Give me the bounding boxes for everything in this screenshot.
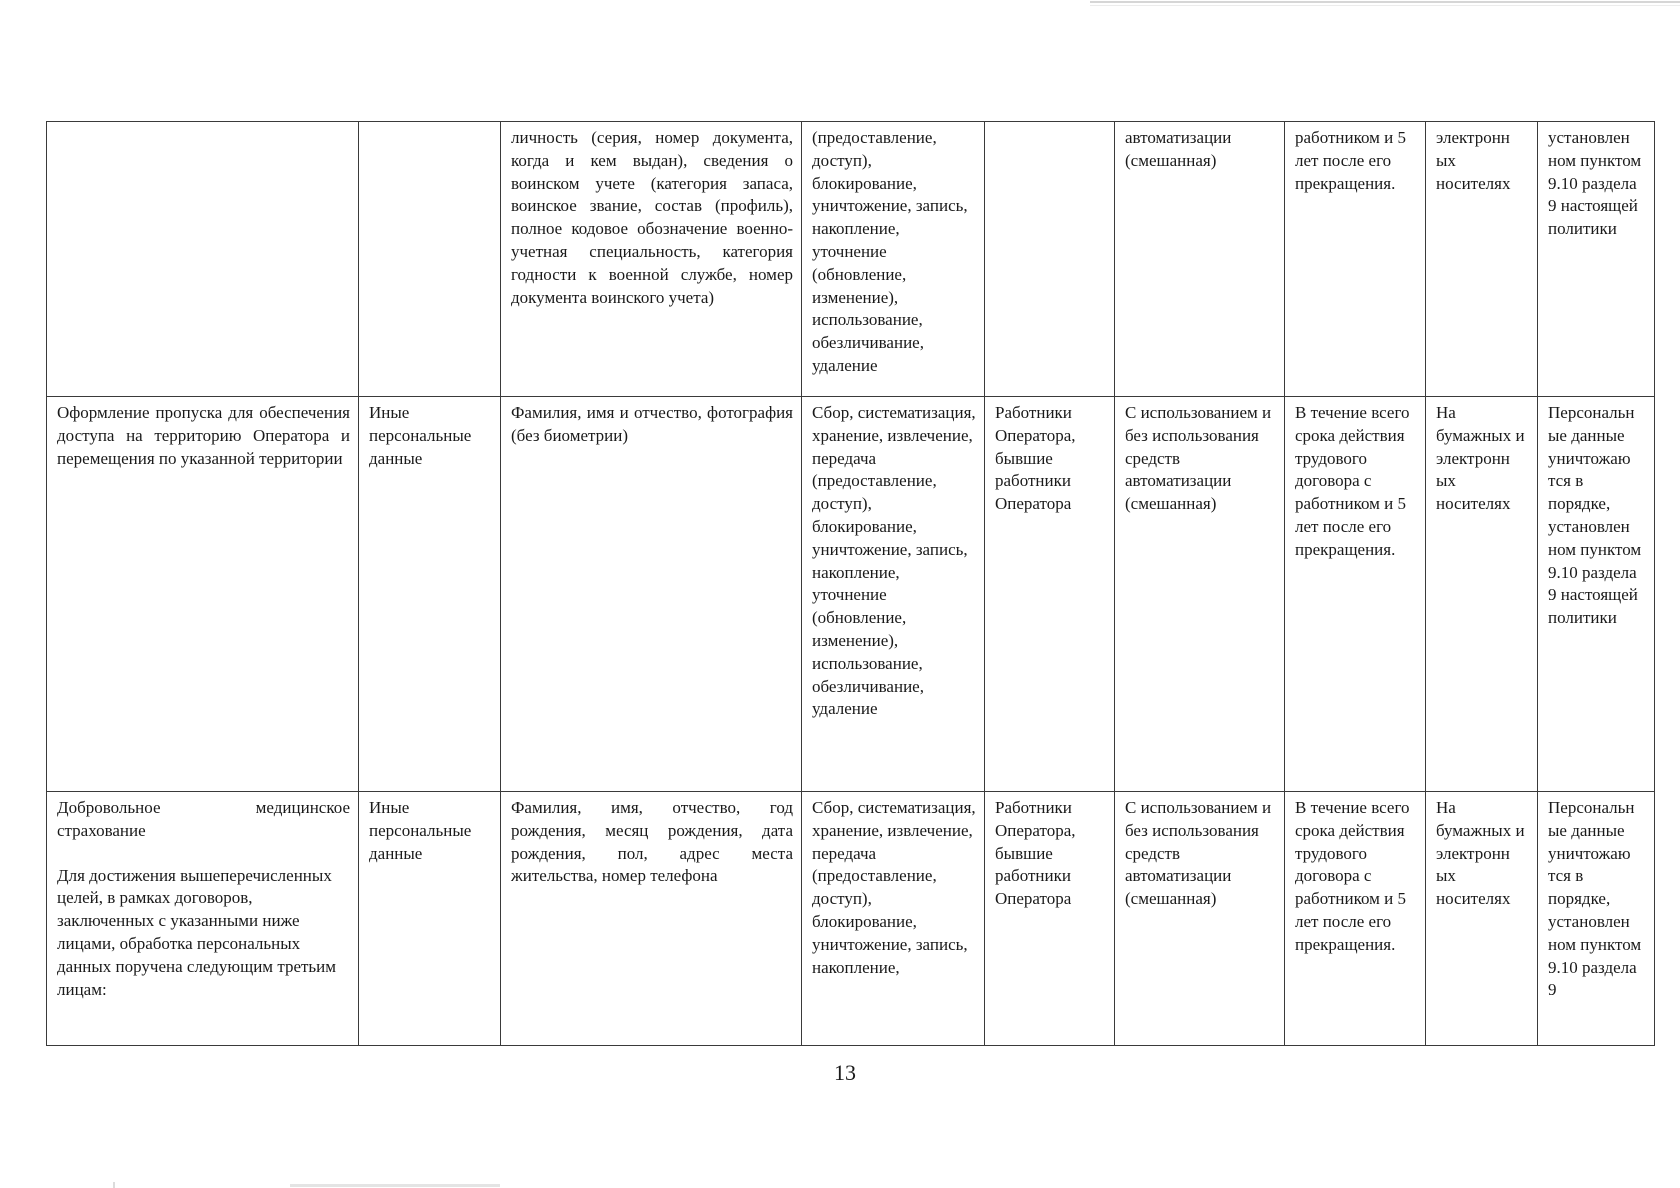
table-row xyxy=(47,397,1655,792)
purpose-note: Для достижения вышеперечисленных целей, в рамках договоров, заключенных с указанными ниже лицами, обработка персональных данных поручена следующим третьим лицам: xyxy=(57,865,337,999)
cell-term: В течение всего срока действия трудового договора с работником и 5 лет после его прекращения. xyxy=(1285,397,1426,792)
cell-subjects: Работники Оператора, бывшие работники Оператора xyxy=(985,792,1115,1046)
cell-destruction: Персональн ые данные уничтожаю тся в порядке, установлен ном пунктом 9.10 раздела 9 настоящей политики xyxy=(1538,397,1655,792)
cell-media: электронн ых носителях xyxy=(1426,122,1538,397)
scan-artifact-top-faint xyxy=(1090,5,1680,6)
cell-method: С использованием и без использования средств автоматизации (смешанная) xyxy=(1115,397,1285,792)
cell-purpose xyxy=(47,792,359,1046)
cell-media: На бумажных и электронн ых носителях xyxy=(1426,397,1538,792)
cell-data-list: Фамилия, имя, отчество, год рождения, месяц рождения, дата рождения, пол, адрес места жительства, номер телефона xyxy=(501,792,802,1046)
cell-category xyxy=(359,122,501,397)
cell-data-list: личность (серия, номер документа, когда и кем выдан), сведения о воинском учете (категория запаса, воинское звание, состав (профиль), полное кодовое обозначение военно-учетная специальность, категория годности к военной службе, номер документа воинского учета) xyxy=(501,122,802,397)
cell-destruction: установлен ном пунктом 9.10 раздела 9 настоящей политики xyxy=(1538,122,1655,397)
cell-actions: Сбор, систематизация, хранение, извлечение, передача (предоставление, доступ), блокирование, уничтожение, запись, накопление, xyxy=(802,792,985,1046)
purpose-title: Добровольное медицинское страхование xyxy=(57,798,350,840)
scan-artifact-bottom xyxy=(290,1184,500,1187)
cell-data-list: Фамилия, имя и отчество, фотография (без биометрии) xyxy=(501,397,802,792)
paragraph-gap xyxy=(57,843,350,865)
cell-destruction: Персональн ые данные уничтожаю тся в порядке, установлен ном пунктом 9.10 раздела 9 xyxy=(1538,792,1655,1046)
cell-actions: (предоставление, доступ), блокирование, уничтожение, запись, накопление, уточнение (обновление, изменение), использование, обезличивание, удаление xyxy=(802,122,985,397)
personal-data-processing-table xyxy=(46,121,1655,1046)
cell-media: На бумажных и электронн ых носителях xyxy=(1426,792,1538,1046)
cell-method: С использованием и без использования средств автоматизации (смешанная) xyxy=(1115,792,1285,1046)
cell-category: Иные персональные данные xyxy=(359,792,501,1046)
cell-subjects xyxy=(985,122,1115,397)
cell-term: В течение всего срока действия трудового договора с работником и 5 лет после его прекращения. xyxy=(1285,792,1426,1046)
cell-purpose xyxy=(47,122,359,397)
cell-category: Иные персональные данные xyxy=(359,397,501,792)
scan-artifact-top xyxy=(1090,1,1680,3)
page-number: 13 xyxy=(834,1060,856,1085)
cell-term: работником и 5 лет после его прекращения. xyxy=(1285,122,1426,397)
cell-actions: Сбор, систематизация, хранение, извлечение, передача (предоставление, доступ), блокирование, уничтожение, запись, накопление, уточнение (обновление, изменение), использование, обезличивание, удаление xyxy=(802,397,985,792)
cell-purpose: Оформление пропуска для обеспечения доступа на территорию Оператора и перемещения по указанной территории xyxy=(47,397,359,792)
table-row xyxy=(47,792,1655,1046)
table-row xyxy=(47,122,1655,397)
cell-method: автоматизации (смешанная) xyxy=(1115,122,1285,397)
cell-subjects: Работники Оператора, бывшие работники Оператора xyxy=(985,397,1115,792)
scan-artifact-tick xyxy=(113,1182,115,1188)
